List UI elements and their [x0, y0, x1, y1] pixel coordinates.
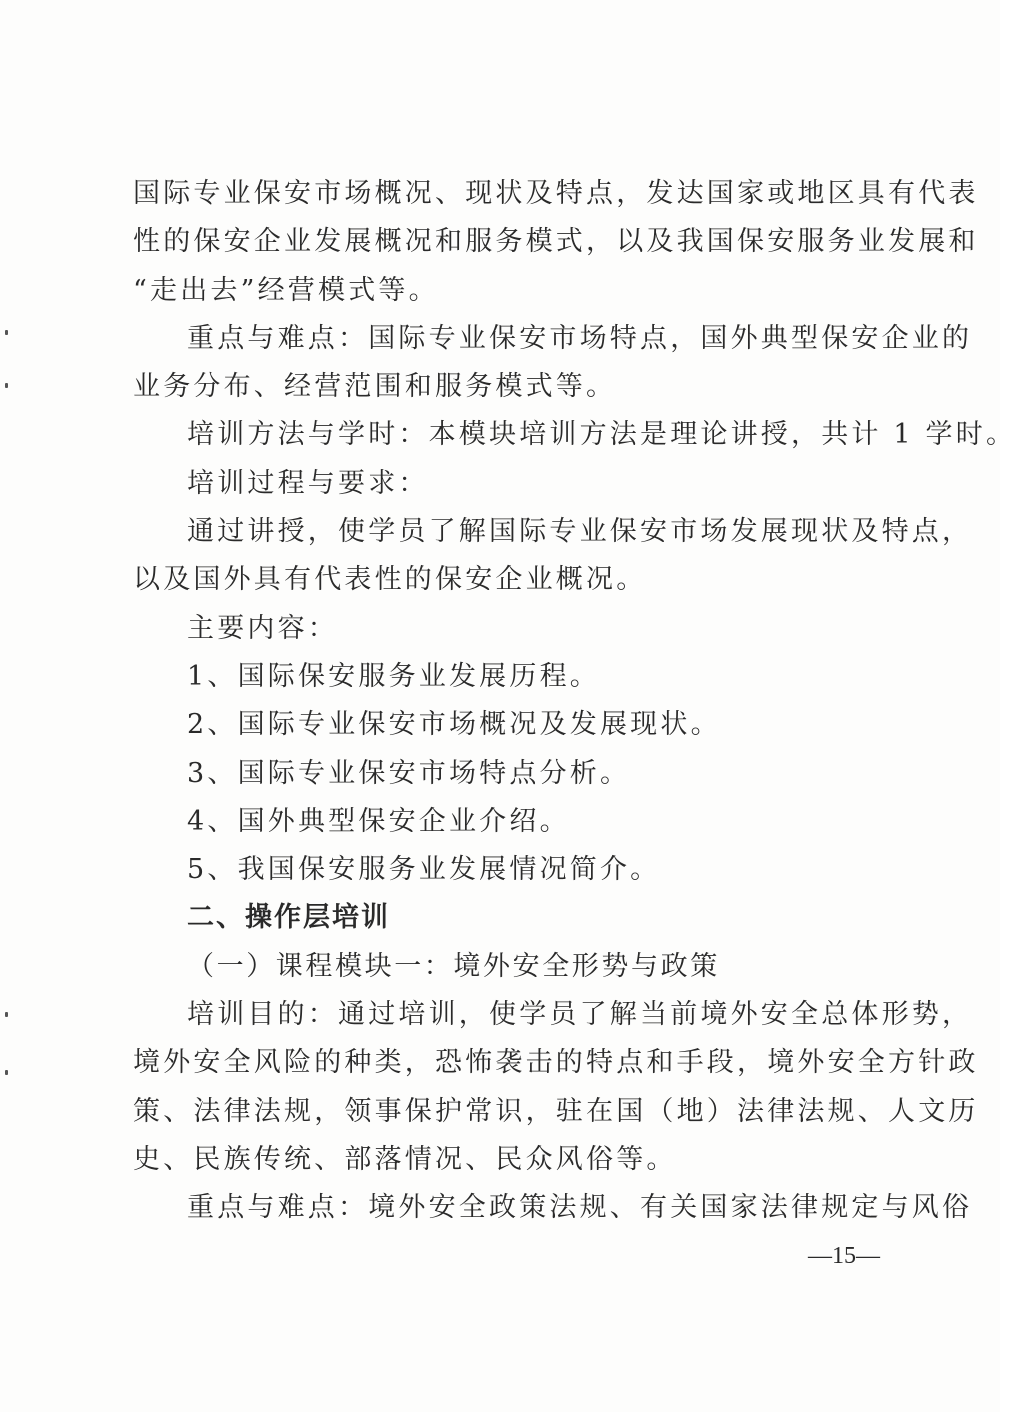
body-text [133, 170, 1016, 1233]
scan-mark [5, 1012, 8, 1017]
text-line: 史、民族传统、部落情况、民众风俗等。 [133, 1143, 677, 1175]
text-line: 培训方法与学时：本模块培训方法是理论讲授，共计 1 学时。 [187, 419, 1016, 451]
text-line: 1、国际保安服务业发展历程。 [187, 660, 600, 692]
subsection-heading: （一）课程模块一：境外安全形势与政策 [187, 950, 720, 982]
text-line: 3、国际专业保安市场特点分析。 [187, 757, 631, 789]
text-line: 国际专业保安市场概况、现状及特点，发达国家或地区具有代表 [133, 178, 979, 209]
text-line: 以及国外具有代表性的保安企业概况。 [133, 564, 647, 596]
text-line: 5、我国保安服务业发展情况简介。 [187, 854, 661, 886]
text-line: 境外安全风险的种类，恐怖袭击的特点和手段，境外安全方针政 [133, 1047, 979, 1079]
text-line: “走出去”经营模式等。 [133, 274, 439, 306]
scan-mark [5, 330, 8, 335]
text-line: 通过讲授，使学员了解国际专业保安市场发展现状及特点， [187, 516, 973, 548]
section-heading: 二、操作层培训 [187, 902, 390, 934]
text-line: 培训过程与要求： [187, 467, 429, 499]
scan-mark [5, 383, 8, 388]
text-line: 2、国际专业保安市场概况及发展现状。 [187, 709, 721, 741]
text-line: 培训目的：通过培训，使学员了解当前境外安全总体形势， [187, 999, 973, 1031]
text-line: 业务分布、经营范围和服务模式等。 [133, 371, 617, 403]
text-line: 重点与难点：境外安全政策法规、有关国家法律规定与风俗 [187, 1192, 973, 1224]
text-line: 主要内容： [187, 612, 338, 644]
page-number: —15— [808, 1243, 880, 1269]
text-line: 重点与难点：国际专业保安市场特点，国外典型保安企业的 [187, 322, 973, 354]
text-line: 4、国外典型保安企业介绍。 [187, 805, 570, 837]
text-line: 策、法律法规，领事保护常识，驻在国（地）法律法规、人文历 [133, 1095, 979, 1127]
scan-mark [5, 1070, 8, 1075]
text-line: 性的保安企业发展概况和服务模式，以及我国保安服务业发展和 [133, 226, 979, 258]
